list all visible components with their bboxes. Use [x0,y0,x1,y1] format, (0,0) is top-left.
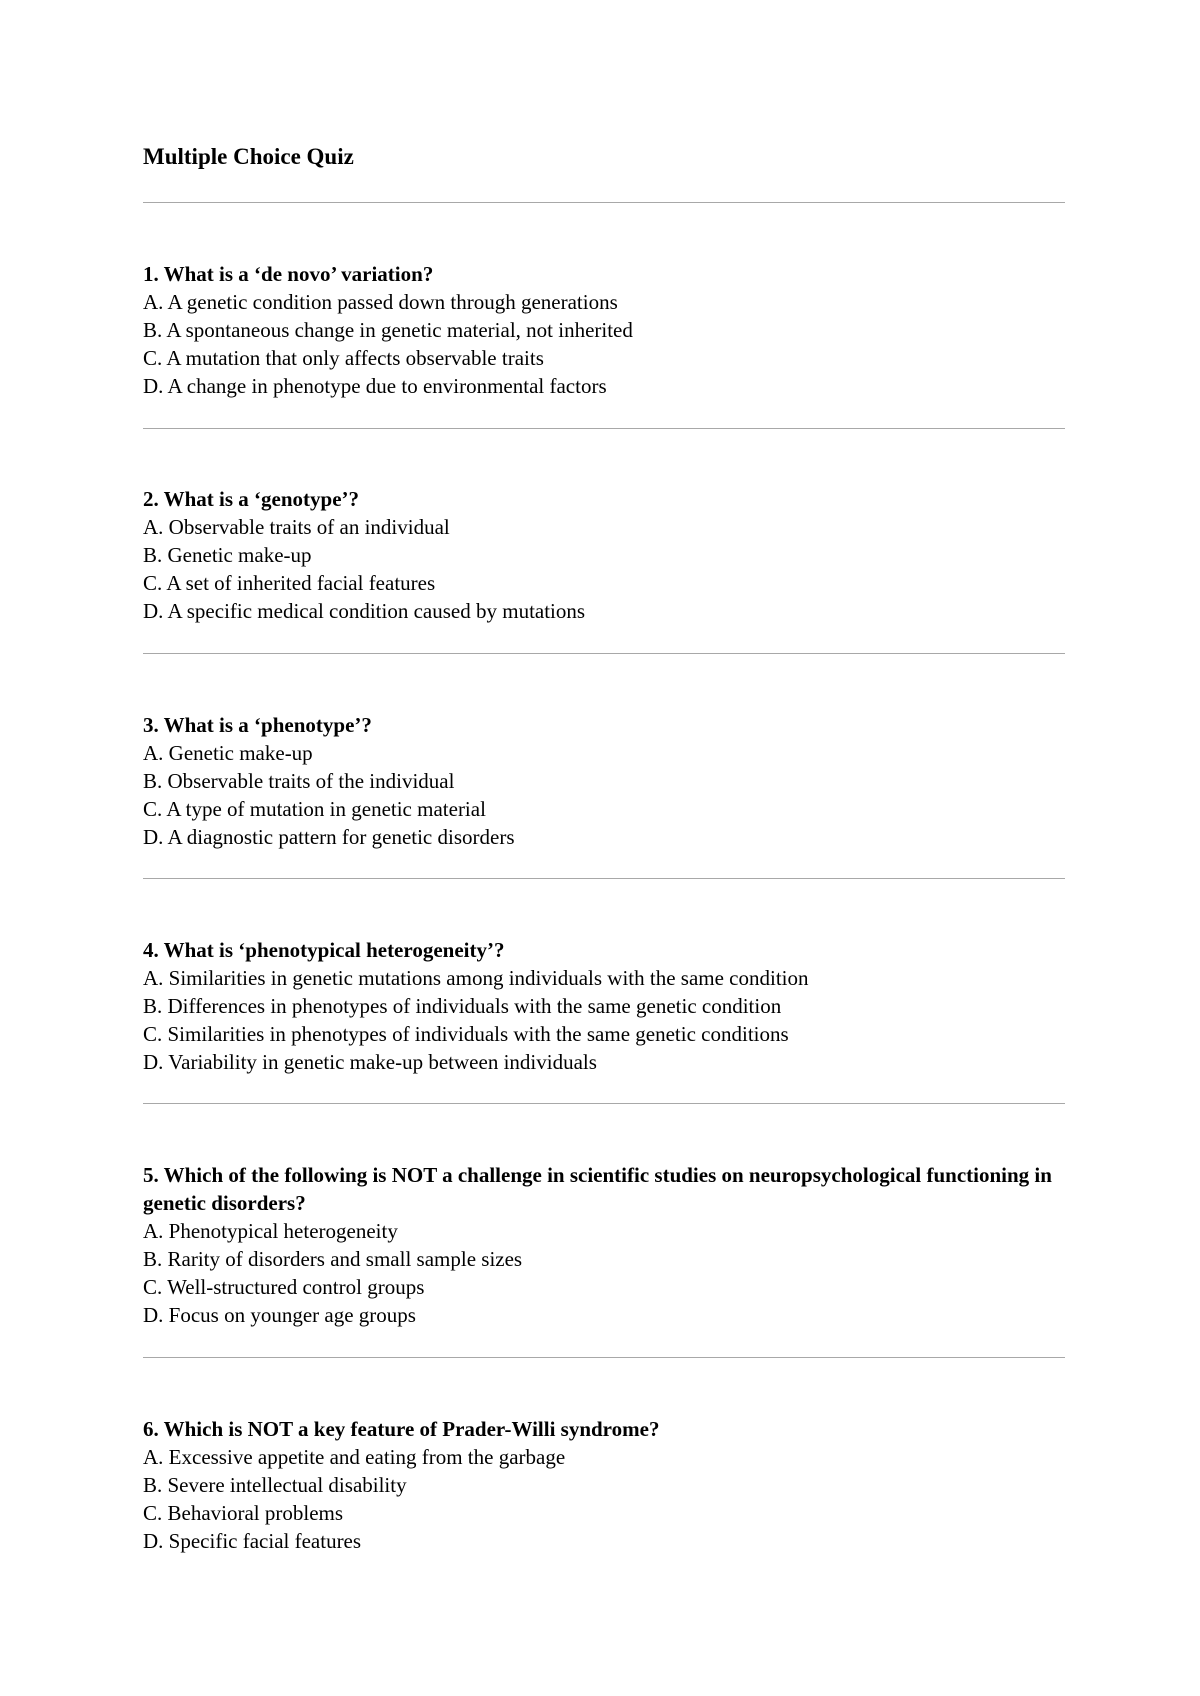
option-d: D. Variability in genetic make-up between individuals [143,1050,597,1074]
question-2 [143,485,1065,625]
option-a: A. Phenotypical heterogeneity [143,1219,398,1243]
divider [143,1103,1065,1104]
option-d: D. A diagnostic pattern for genetic disorders [143,825,515,849]
option-b: B. Differences in phenotypes of individuals with the same genetic condition [143,994,782,1018]
option-b: B. Severe intellectual disability [143,1473,407,1497]
question-text: 6. Which is NOT a key feature of Prader-Willi syndrome? [143,1417,660,1441]
option-a: A. A genetic condition passed down through generations [143,290,618,314]
question-text: 5. Which of the following is NOT a challenge in scientific studies on neuropsychological functioning in genetic disorders? [143,1163,1052,1215]
option-d: D. Focus on younger age groups [143,1303,416,1327]
question-4 [143,936,1065,1076]
divider [143,428,1065,429]
divider [143,1357,1065,1358]
question-text: 4. What is ‘phenotypical heterogeneity’? [143,938,505,962]
question-text: 3. What is a ‘phenotype’? [143,713,372,737]
option-c: C. A type of mutation in genetic material [143,797,486,821]
option-d: D. A specific medical condition caused by mutations [143,599,586,623]
option-c: C. Well-structured control groups [143,1275,425,1299]
option-d: D. A change in phenotype due to environmental factors [143,374,607,398]
question-text: 1. What is a ‘de novo’ variation? [143,262,434,286]
page-title: Multiple Choice Quiz [143,144,354,169]
question-3 [143,711,1065,851]
option-c: C. A set of inherited facial features [143,571,436,595]
option-c: C. Similarities in phenotypes of individuals with the same genetic conditions [143,1022,789,1046]
question-5 [143,1161,1065,1329]
option-a: A. Excessive appetite and eating from the garbage [143,1445,566,1469]
divider [143,653,1065,654]
option-c: C. A mutation that only affects observable traits [143,346,544,370]
option-a: A. Similarities in genetic mutations among individuals with the same condition [143,966,809,990]
option-c: C. Behavioral problems [143,1501,344,1525]
option-a: A. Genetic make-up [143,741,313,765]
option-a: A. Observable traits of an individual [143,515,450,539]
option-b: B. A spontaneous change in genetic material, not inherited [143,318,633,342]
divider [143,202,1065,203]
divider [143,878,1065,879]
question-6 [143,1415,1065,1555]
option-b: B. Observable traits of the individual [143,769,455,793]
option-d: D. Specific facial features [143,1529,362,1553]
option-b: B. Rarity of disorders and small sample sizes [143,1247,523,1271]
question-text: 2. What is a ‘genotype’? [143,487,360,511]
option-b: B. Genetic make-up [143,543,312,567]
question-1 [143,260,1065,400]
